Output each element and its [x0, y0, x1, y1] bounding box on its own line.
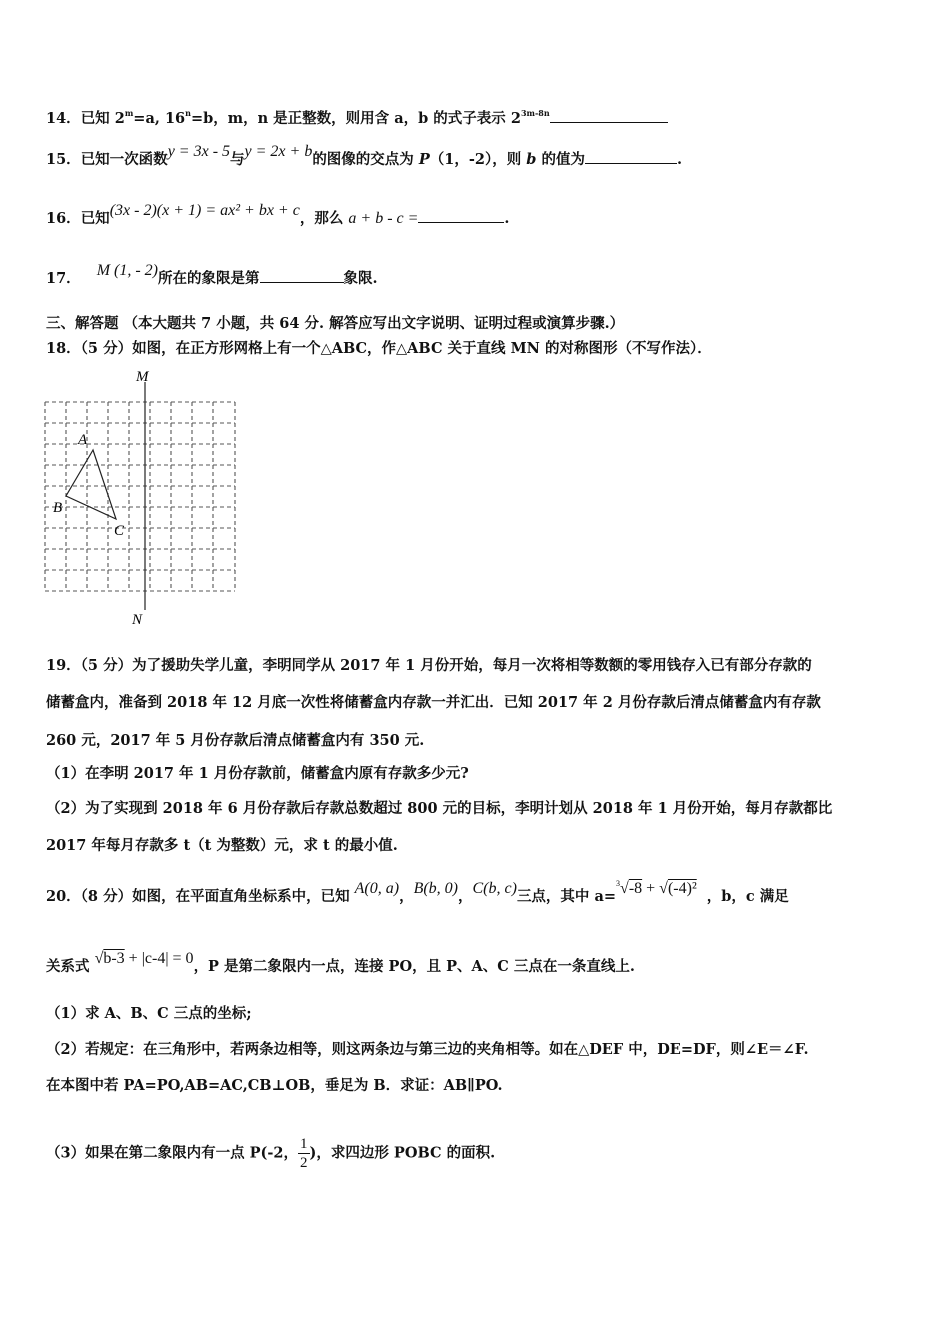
- question-20-part-1: （1）求 A、B、C 三点的坐标;: [46, 1005, 252, 1022]
- equation: (3x - 2)(x + 1) = ax² + bx + c: [109, 202, 300, 219]
- point-a: A(0, a): [354, 880, 400, 897]
- question-20-line-2: 关系式 √b-3 + |c-4| = 0，P 是第二象限内一点，连接 PO，且 P、A、C 三点在一条直线上.: [46, 950, 635, 975]
- label-n: N: [132, 612, 143, 628]
- question-20-part-3: （3）如果在第二象限内有一点 P(-2， $\frac{1}{2}$ )，求四边形 POBC 的面积.: [46, 1136, 496, 1171]
- function-1: y = 3x - 5: [167, 143, 231, 160]
- question-20-line-1: 20．（8 分）如图，在平面直角坐标系中，已知 A(0, a)，B(b, 0)，C(b, c)三点，其中 a=$^3$√-8 + √(-4)² ，b，c 满足: [46, 879, 789, 905]
- question-19-part-1: （1）在李明 2017 年 1 月份存款前，储蓄盒内原有存款多少元?: [46, 765, 469, 782]
- question-14: 14．已知 $2^m=a$, $16^n=b$，m，n 是正整数，则用含 a，b 的式子表示 $2^{3m-8n}$: [46, 103, 668, 129]
- answer-blank[interactable]: [260, 268, 344, 283]
- point-c: C(b, c): [472, 880, 517, 897]
- question-15: 15．已知一次函数y = 3x - 5与y = 2x + b的图像的交点为 P（1，-2），则 b 的值为 .: [46, 143, 683, 168]
- fraction-half: $\frac{1}{2}$: [300, 1136, 308, 1171]
- label-a: A: [78, 432, 88, 448]
- question-18: 18．（5 分）如图，在正方形网格上有一个△ABC，作△ABC 关于直线 MN 的对称图形（不写作法）．: [46, 340, 712, 357]
- square-root: √(-4)²: [659, 880, 697, 897]
- answer-blank[interactable]: [550, 108, 668, 123]
- relation: √b-3 + |c-4| = 0: [94, 950, 194, 967]
- question-19-line-1: 19．（5 分）为了援助失学儿童，李明同学从 2017 年 1 月份开始，每月一次将相等数额的零用钱存入已有部分存款的: [46, 657, 812, 674]
- label-c: C: [114, 523, 125, 539]
- question-19-part-2a: （2）为了实现到 2018 年 6 月份存款后存款总数超过 800 元的目标，李明计划从 2018 年 1 月份开始，每月存款都比: [46, 800, 833, 817]
- answer-blank[interactable]: [585, 149, 677, 164]
- question-19-part-2b: 2017 年每月存款多 t（t 为整数）元，求 t 的最小值.: [46, 837, 398, 854]
- question-19-line-2: 储蓄盒内，准备到 2018 年 12 月底一次性将储蓄盒内存款一并汇出．已知 2017 年 2 月份存款后清点储蓄盒内有存款: [46, 694, 821, 711]
- answer-blank[interactable]: [418, 208, 504, 223]
- point-b: B(b, 0): [413, 880, 458, 897]
- section-title: 三、解答题 （本大题共 7 小题，共 64 分. 解答应写出文字说明、证明过程或演算步骤.）: [46, 315, 625, 332]
- question-17: 17． M (1, - 2)所在的象限是第 象限.: [46, 262, 378, 287]
- grid-figure: [36, 362, 251, 630]
- label-b: B: [53, 500, 63, 516]
- question-19-line-3: 260 元，2017 年 5 月份存款后清点储蓄盒内有 350 元.: [46, 732, 425, 749]
- point-m: M (1, - 2): [96, 262, 158, 279]
- cube-root: $^3$√-8: [616, 879, 643, 897]
- label-m: M: [136, 369, 149, 385]
- question-20-part-2a: （2）若规定：在三角形中，若两条边相等，则这两条边与第三边的夹角相等。如在△DEF 中，DE=DF，则∠E＝∠F.: [46, 1041, 809, 1058]
- expression: a + b - c =: [348, 210, 419, 227]
- question-16: 16．已知(3x - 2)(x + 1) = ax² + bx + c，那么 a + b - c = .: [46, 202, 510, 227]
- function-2: y = 2x + b: [244, 143, 313, 160]
- question-20-part-2b: 在本图中若 PA=PO,AB=AC,CB⊥OB，垂足为 B．求证：AB∥PO.: [46, 1077, 503, 1094]
- dashed-grid: [45, 402, 235, 591]
